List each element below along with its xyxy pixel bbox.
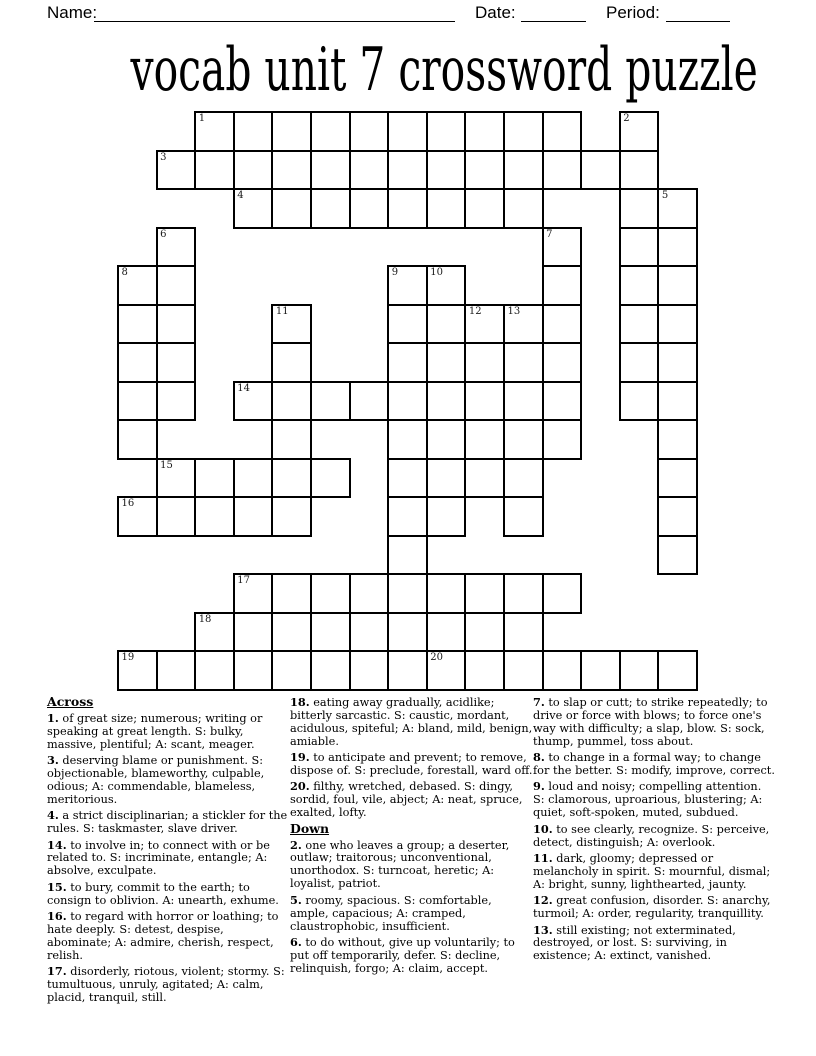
- clue-number: 8.: [533, 750, 545, 765]
- grid-cell[interactable]: [464, 381, 505, 422]
- grid-cell[interactable]: [619, 342, 660, 383]
- grid-cell[interactable]: [503, 612, 544, 653]
- cell-number: 7: [546, 228, 553, 240]
- grid-cell[interactable]: [194, 111, 235, 152]
- grid-cell[interactable]: [387, 265, 428, 306]
- cell-number: 1: [198, 113, 206, 124]
- clue-number: 17.: [47, 964, 67, 979]
- grid-cell[interactable]: [542, 419, 583, 460]
- grid-cell[interactable]: [426, 650, 467, 691]
- grid-cell[interactable]: [387, 342, 428, 383]
- clue-18: 18. eating away gradually, acidlike; bitterly sarcastic. S: caustic, mordant, acidulous, spiteful; A: bland, mild, benign, amiable.: [290, 695, 533, 748]
- clue-14: 14. to involve in; to connect with or be related to. S: incriminate, entangle; A: absolve, exculpate.: [47, 837, 270, 878]
- grid-cell[interactable]: [194, 612, 235, 653]
- clue-number: 5.: [290, 892, 302, 907]
- clue-11: 11. dark, gloomy; depressed or melancholy in spirit. S: mournful, dismal; A: bright, sunny, lighthearted, jaunty.: [533, 850, 771, 891]
- grid-cell[interactable]: [156, 342, 197, 383]
- clue-number: 15.: [47, 879, 67, 894]
- clues-column-2: [290, 696, 533, 978]
- grid-cell[interactable]: [117, 304, 158, 345]
- cell-number: 17: [237, 575, 251, 586]
- grid-cell[interactable]: [349, 650, 390, 691]
- grid-cell[interactable]: [542, 227, 583, 268]
- grid-cell[interactable]: [271, 650, 312, 691]
- grid-cell[interactable]: [387, 650, 428, 691]
- grid-cell[interactable]: [426, 458, 467, 499]
- clue-number: 19.: [290, 750, 310, 765]
- grid-cell[interactable]: [503, 573, 544, 614]
- cell-number: 2: [623, 113, 630, 124]
- grid-cell[interactable]: [310, 188, 351, 229]
- clue-number: 1.: [47, 710, 59, 725]
- grid-cell[interactable]: [580, 150, 621, 191]
- name-fill-in-line[interactable]: [94, 4, 455, 22]
- clue-19: 19. to anticipate and prevent; to remove, dispose of. S: preclude, forestall, ward off.: [290, 750, 533, 778]
- grid-cell[interactable]: [271, 188, 312, 229]
- grid-cell[interactable]: [387, 381, 428, 422]
- grid-cell[interactable]: [657, 381, 698, 422]
- clue-10: 10. to see clearly, recognize. S: perceive, detect, distinguish; A: overlook.: [533, 821, 770, 849]
- grid-cell[interactable]: [194, 496, 235, 537]
- clue-number: 6.: [290, 934, 302, 949]
- cell-number: 11: [275, 305, 289, 317]
- grid-cell[interactable]: [271, 458, 312, 499]
- grid-cell[interactable]: [349, 573, 390, 614]
- grid-cell[interactable]: [310, 612, 351, 653]
- cell-number: 10: [430, 267, 444, 278]
- page-title: vocab unit 7 crossword puzzle: [130, 35, 758, 105]
- date-fill-in-line[interactable]: [521, 4, 586, 22]
- grid-cell[interactable]: [503, 458, 544, 499]
- clue-number: 3.: [47, 753, 59, 768]
- cell-number: 13: [507, 305, 521, 317]
- cell-number: 8: [121, 267, 128, 278]
- grid-cell[interactable]: [503, 188, 544, 229]
- cell-number: 6: [160, 228, 167, 240]
- grid-cell[interactable]: [542, 111, 583, 152]
- grid-cell[interactable]: [503, 111, 544, 152]
- grid-cell[interactable]: [464, 342, 505, 383]
- clue-number: 10.: [533, 821, 553, 836]
- grid-cell[interactable]: [194, 458, 235, 499]
- grid-cell[interactable]: [657, 650, 698, 691]
- clue-1: 1. of great size; numerous; writing or speaking at great length. S: bulky, massive, plentiful; A: scant, meager.: [47, 710, 263, 751]
- grid-cell[interactable]: [542, 265, 583, 306]
- grid-cell[interactable]: [542, 573, 583, 614]
- grid-cell[interactable]: [503, 496, 544, 537]
- grid-cell[interactable]: [503, 150, 544, 191]
- grid-cell[interactable]: [426, 573, 467, 614]
- grid-cell[interactable]: [310, 458, 351, 499]
- grid-cell[interactable]: [464, 304, 505, 345]
- clue-7: 7. to slap or cutt; to strike repeatedly; to drive or force with blows; to force one's way with difficulty; a slap, blow. S: sock, thump, pummel, toss about.: [533, 695, 768, 748]
- grid-cell[interactable]: [387, 150, 428, 191]
- grid-cell[interactable]: [387, 573, 428, 614]
- grid-cell[interactable]: [156, 650, 197, 691]
- grid-cell[interactable]: [426, 150, 467, 191]
- clue-17: 17. disorderly, riotous, violent; stormy. S: tumultuous, unruly, agitated; A: calm, placid, tranquil, still.: [47, 964, 285, 1005]
- clue-8: 8. to change in a formal way; to change for the better. S: modify, improve, correct.: [533, 750, 775, 778]
- cell-number: 12: [468, 305, 482, 317]
- cell-number: 15: [160, 459, 173, 471]
- grid-cell[interactable]: [426, 419, 467, 460]
- grid-cell[interactable]: [271, 496, 312, 537]
- grid-cell[interactable]: [387, 458, 428, 499]
- grid-cell[interactable]: [310, 381, 351, 422]
- clue-number: 13.: [533, 922, 553, 937]
- clues-column-1: [47, 696, 290, 1007]
- grid-cell[interactable]: [156, 150, 197, 191]
- cell-number: 4: [237, 190, 244, 201]
- clue-12: 12. great confusion, disorder. S: anarchy, turmoil; A: order, regularity, tranquillity.: [533, 893, 771, 921]
- grid-cell[interactable]: [426, 111, 467, 152]
- grid-cell[interactable]: [387, 304, 428, 345]
- grid-cell[interactable]: [387, 188, 428, 229]
- clue-20: 20. filthy, wretched, debased. S: dingy, sordid, foul, vile, abject; A: neat, spruce, exalted, lofty.: [290, 779, 523, 820]
- grid-cell[interactable]: [619, 111, 660, 152]
- grid-cell[interactable]: [271, 381, 312, 422]
- grid-cell[interactable]: [657, 419, 698, 460]
- grid-cell[interactable]: [426, 265, 467, 306]
- grid-cell[interactable]: [426, 342, 467, 383]
- cell-number: 3: [160, 151, 167, 163]
- grid-cell[interactable]: [503, 419, 544, 460]
- grid-cell[interactable]: [464, 650, 505, 691]
- grid-cell[interactable]: [619, 304, 660, 345]
- grid-cell[interactable]: [619, 381, 660, 422]
- grid-cell[interactable]: [464, 419, 505, 460]
- grid-cell[interactable]: [349, 188, 390, 229]
- clue-13: 13. still existing; not exterminated, destroyed, or lost. S: surviving, in existence; A: extinct, vanished.: [533, 922, 736, 963]
- grid-cell[interactable]: [156, 458, 197, 499]
- grid-cell[interactable]: [542, 381, 583, 422]
- cell-number: 14: [237, 382, 251, 394]
- clue-number: 20.: [290, 779, 310, 794]
- grid-cell[interactable]: [194, 150, 235, 191]
- grid-cell[interactable]: [619, 188, 660, 229]
- grid-cell[interactable]: [503, 342, 544, 383]
- grid-cell[interactable]: [349, 111, 390, 152]
- clue-3: 3. deserving blame or punishment. S: objectionable, blameworthy, culpable, odious; A: commendable, blameless, meritorious.: [47, 753, 265, 806]
- grid-cell[interactable]: [233, 496, 274, 537]
- grid-cell[interactable]: [271, 419, 312, 460]
- grid-cell[interactable]: [464, 188, 505, 229]
- grid-cell[interactable]: [619, 265, 660, 306]
- clues-column-3: [533, 696, 776, 966]
- date-label: Date:: [475, 3, 516, 22]
- clue-number: 16.: [47, 909, 67, 924]
- grid-cell[interactable]: [464, 612, 505, 653]
- grid-cell[interactable]: [542, 650, 583, 691]
- clue-16: 16. to regard with horror or loathing; to hate deeply. S: detest, despise, abominate; A: admire, cherish, respect, relish.: [47, 909, 279, 962]
- grid-cell[interactable]: [156, 381, 197, 422]
- grid-cell[interactable]: [387, 419, 428, 460]
- clue-5: 5. roomy, spacious. S: comfortable, ample, capacious; A: cramped, claustrophobic, insufficient.: [290, 892, 492, 933]
- grid-cell[interactable]: [503, 381, 544, 422]
- grid-cell[interactable]: [310, 150, 351, 191]
- grid-cell[interactable]: [156, 496, 197, 537]
- cell-number: 18: [198, 613, 212, 625]
- grid-cell[interactable]: [271, 573, 312, 614]
- grid-cell[interactable]: [503, 304, 544, 345]
- grid-cell[interactable]: [117, 265, 158, 306]
- grid-cell[interactable]: [271, 111, 312, 152]
- clue-9: 9. loud and noisy; compelling attention. S: clamorous, uproarious, blustering; A: quiet, soft-spoken, muted, subdued.: [533, 779, 763, 820]
- grid-cell[interactable]: [233, 381, 274, 422]
- clue-15: 15. to bury, commit to the earth; to consign to oblivion. A: unearth, exhume.: [47, 879, 279, 907]
- grid-cell[interactable]: [117, 496, 158, 537]
- grid-cell[interactable]: [349, 381, 390, 422]
- clue-number: 2.: [290, 837, 302, 852]
- cell-number: 20: [430, 652, 444, 663]
- grid-cell[interactable]: [387, 535, 428, 576]
- grid-cell[interactable]: [233, 188, 274, 229]
- grid-cell[interactable]: [310, 573, 351, 614]
- period-label: Period:: [606, 3, 660, 22]
- grid-cell[interactable]: [349, 150, 390, 191]
- grid-cell[interactable]: [426, 381, 467, 422]
- grid-cell[interactable]: [233, 111, 274, 152]
- clue-number: 4.: [47, 808, 59, 823]
- grid-cell[interactable]: [426, 496, 467, 537]
- grid-cell[interactable]: [156, 265, 197, 306]
- grid-cell[interactable]: [657, 188, 698, 229]
- grid-cell[interactable]: [426, 304, 467, 345]
- grid-cell[interactable]: [657, 458, 698, 499]
- grid-cell[interactable]: [156, 304, 197, 345]
- grid-cell[interactable]: [117, 650, 158, 691]
- grid-cell[interactable]: [464, 458, 505, 499]
- grid-cell[interactable]: [349, 612, 390, 653]
- grid-cell[interactable]: [117, 419, 158, 460]
- grid-cell[interactable]: [233, 650, 274, 691]
- down-header: Down: [290, 820, 330, 836]
- clue-number: 18.: [290, 695, 310, 709]
- grid-cell[interactable]: [271, 150, 312, 191]
- cell-number: 16: [121, 498, 135, 509]
- clue-number: 11.: [533, 850, 553, 865]
- grid-cell[interactable]: [310, 111, 351, 152]
- grid-cell[interactable]: [580, 650, 621, 691]
- grid-cell[interactable]: [387, 111, 428, 152]
- clue-2: 2. one who leaves a group; a deserter, outlaw; traitorous; unconventional, unorthodox. S: turncoat, heretic; A: loyalist, patriot.: [290, 837, 510, 891]
- grid-cell[interactable]: [194, 650, 235, 691]
- grid-cell[interactable]: [464, 150, 505, 191]
- grid-cell[interactable]: [657, 496, 698, 537]
- grid-cell[interactable]: [233, 612, 274, 653]
- grid-cell[interactable]: [156, 227, 197, 268]
- grid-cell[interactable]: [233, 458, 274, 499]
- grid-cell[interactable]: [271, 342, 312, 383]
- grid-cell[interactable]: [657, 342, 698, 383]
- grid-cell[interactable]: [271, 304, 312, 345]
- cell-number: 9: [391, 267, 399, 278]
- grid-cell[interactable]: [426, 188, 467, 229]
- grid-cell[interactable]: [117, 342, 158, 383]
- clue-number: 7.: [533, 695, 545, 709]
- grid-cell[interactable]: [464, 573, 505, 614]
- grid-cell[interactable]: [619, 150, 660, 191]
- grid-cell[interactable]: [271, 612, 312, 653]
- grid-cell[interactable]: [426, 612, 467, 653]
- clue-number: 12.: [533, 893, 553, 908]
- clue-6: 6. to do without, give up voluntarily; to put off temporarily, defer. S: decline, relinquish, forgo; A: claim, accept.: [290, 934, 515, 975]
- grid-cell[interactable]: [542, 342, 583, 383]
- grid-cell[interactable]: [387, 496, 428, 537]
- name-label: Name:: [47, 3, 98, 22]
- grid-cell[interactable]: [542, 150, 583, 191]
- cell-number: 19: [121, 652, 135, 663]
- grid-cell[interactable]: [233, 573, 274, 614]
- across-header: Across: [47, 694, 94, 709]
- grid-cell[interactable]: [310, 650, 351, 691]
- grid-cell[interactable]: [542, 304, 583, 345]
- grid-cell[interactable]: [657, 304, 698, 345]
- crossword-grid: [117, 111, 699, 691]
- clue-number: 14.: [47, 837, 67, 852]
- grid-cell[interactable]: [657, 227, 698, 268]
- grid-cell[interactable]: [503, 650, 544, 691]
- grid-cell[interactable]: [657, 265, 698, 306]
- clue-number: 9.: [533, 779, 545, 794]
- clue-4: 4. a strict disciplinarian; a stickler for the rules. S: taskmaster, slave driver.: [47, 808, 288, 836]
- grid-cell[interactable]: [657, 535, 698, 576]
- cell-number: 5: [661, 190, 669, 201]
- grid-cell[interactable]: [387, 612, 428, 653]
- grid-cell[interactable]: [619, 650, 660, 691]
- period-fill-in-line[interactable]: [666, 4, 730, 22]
- grid-cell[interactable]: [464, 111, 505, 152]
- grid-cell[interactable]: [619, 227, 660, 268]
- grid-cell[interactable]: [117, 381, 158, 422]
- grid-cell[interactable]: [233, 150, 274, 191]
